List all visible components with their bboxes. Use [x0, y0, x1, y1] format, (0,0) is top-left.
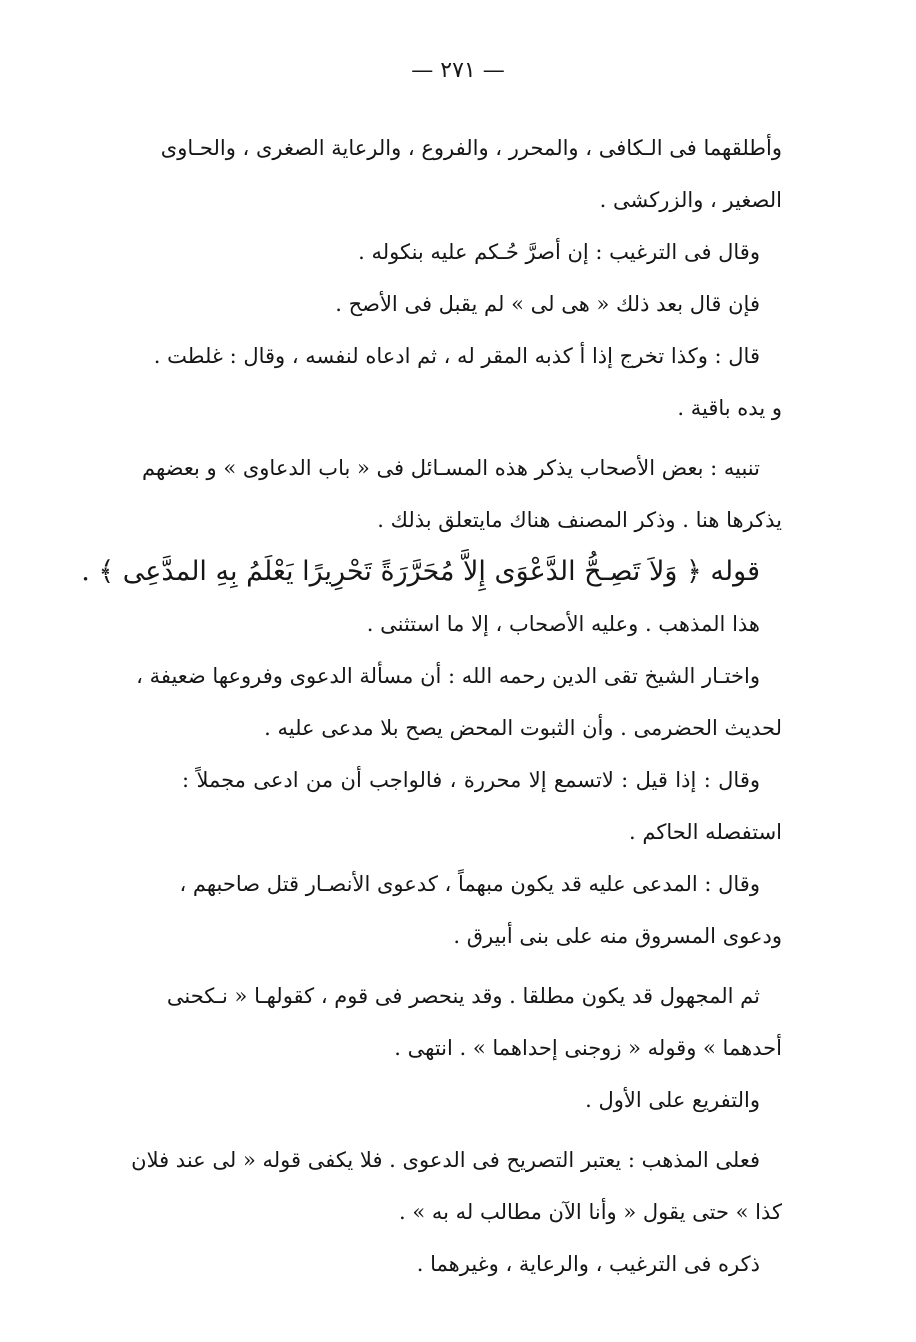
text-line: قال : وكذا تخرج إذا أ كذبه المقر له ، ثم ادعاه لنفسه ، وقال : غلطت .: [153, 344, 760, 368]
text-line: والتفريع على الأول .: [585, 1088, 760, 1112]
page-number: — ٢٧١ —: [411, 58, 505, 83]
text-line: استفصله الحاكم .: [629, 820, 782, 844]
text-line: لحديث الحضرمى . وأن الثبوت المحض يصح بلا مدعى عليه .: [264, 716, 782, 740]
text-line: و يده باقية .: [677, 396, 782, 420]
text-line: تنبيه : بعض الأصحاب يذكر هذه المسـائل فى « باب الدعاوى » و بعضهم: [142, 456, 760, 480]
text-line: ودعوى المسروق منه على بنى أبيرق .: [453, 924, 782, 948]
text-line: واختـار الشيخ تقى الدين رحمه الله : أن مسألة الدعوى وفروعها ضعيفة ،: [136, 664, 760, 688]
body-text: [81, 122, 782, 1290]
text-line: ذكره فى الترغيب ، والرعاية ، وغيرهما .: [416, 1252, 760, 1276]
text-line: أحدهما » وقوله « زوجنى إحداهما » . انتهى .: [394, 1036, 782, 1060]
text-line: وقال : إذا قيل : لاتسمع إلا محررة ، فالواجب أن من ادعى مجملاً :: [182, 768, 760, 792]
text-line: هذا المذهب . وعليه الأصحاب ، إلا ما استثنى .: [366, 612, 760, 636]
text-line: فإن قال بعد ذلك « هى لى » لم يقبل فى الأصح .: [335, 292, 760, 316]
text-line: وأطلقهما فى الـكافى ، والمحرر ، والفروع ، والرعاية الصغرى ، والحـاوى: [160, 136, 782, 160]
text-line: فعلى المذهب : يعتبر التصريح فى الدعوى . فلا يكفى قوله « لى عند فلان: [131, 1148, 760, 1172]
text-line: كذا » حتى يقول « وأنا الآن مطالب له به » .: [398, 1200, 782, 1224]
quran-heading-line: قوله ﴿ وَلاَ تَصِـحُّ الدَّعْوَى إِلاَّ مُحَرَّرَةً تَحْرِيرًا يَعْلَمُ بِهِ المدَّعِى ﴾ .: [81, 556, 760, 587]
text-line: وقال فى الترغيب : إن أصرَّ حُـكم عليه بنكوله .: [358, 240, 760, 264]
text-line: وقال : المدعى عليه قد يكون مبهماً ، كدعوى الأنصـار قتل صاحبهم ،: [179, 872, 760, 896]
text-line: ثم المجهول قد يكون مطلقا . وقد ينحصر فى قوم ، كقولهـا « نـكحنى: [166, 984, 760, 1008]
text-line: الصغير ، والزركشى .: [599, 188, 782, 212]
text-line: يذكرها هنا . وذكر المصنف هناك مايتعلق بذلك .: [377, 508, 782, 532]
